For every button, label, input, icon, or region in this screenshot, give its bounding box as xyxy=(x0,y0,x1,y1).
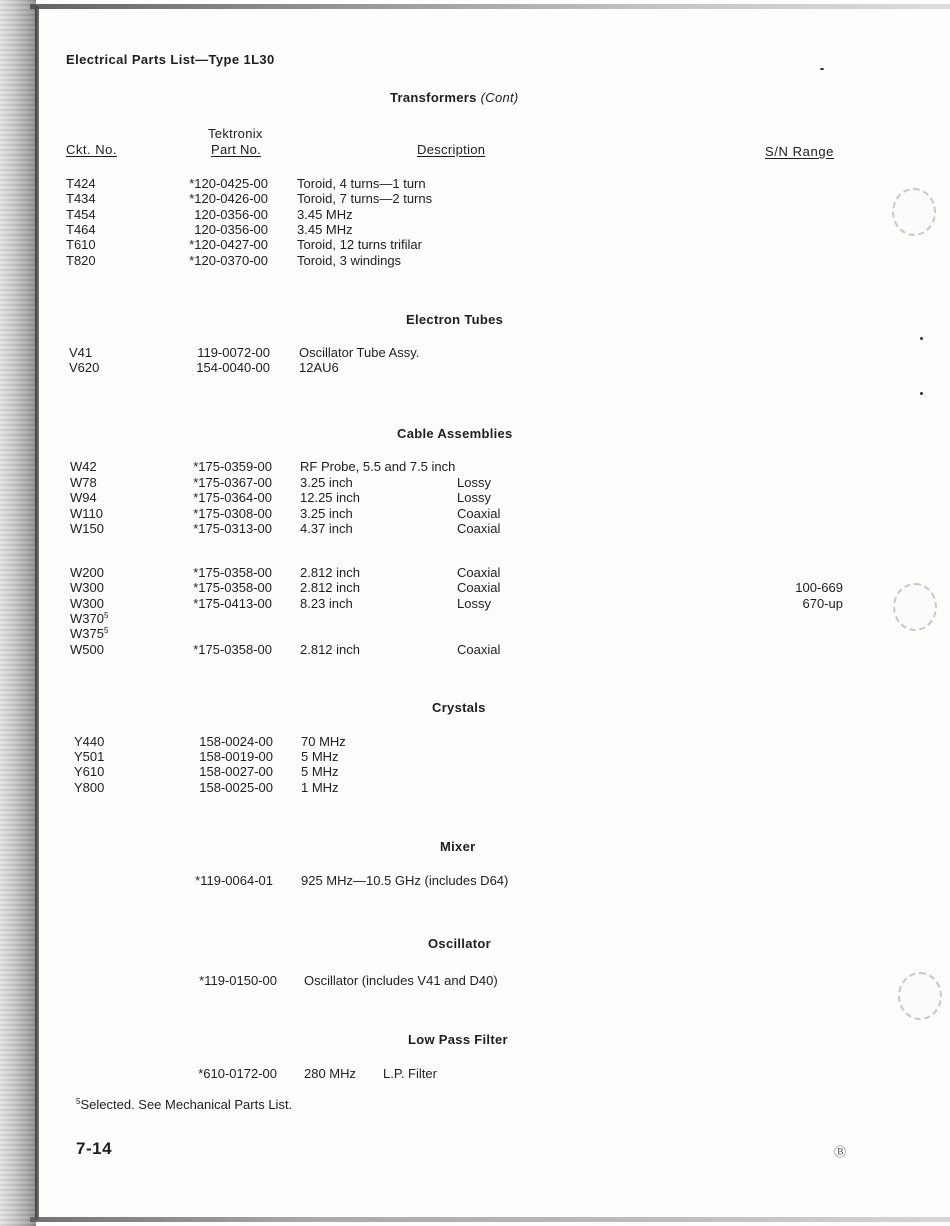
ckt-no: T454 xyxy=(66,207,96,222)
sn-range: 100-669 xyxy=(795,580,843,595)
table-row xyxy=(0,237,950,252)
ckt-no xyxy=(70,611,108,626)
table-row xyxy=(0,780,950,795)
table-row xyxy=(0,764,950,779)
ckt-no-text: W370 xyxy=(70,611,104,626)
table-row xyxy=(0,521,950,536)
table-row xyxy=(0,1066,950,1081)
part-no: *175-0359-00 xyxy=(193,459,272,474)
table-row xyxy=(0,360,950,375)
section-heading-transformers xyxy=(390,90,519,105)
table-row xyxy=(0,222,950,237)
table-row xyxy=(0,475,950,490)
ckt-no: Y800 xyxy=(74,780,105,795)
description: 3.25 inch xyxy=(300,506,353,521)
table-row xyxy=(0,611,950,626)
table-row xyxy=(0,642,950,657)
ckt-no: V620 xyxy=(69,360,100,375)
ckt-no: Y610 xyxy=(74,764,105,779)
table-row xyxy=(0,973,950,988)
footnote xyxy=(76,1097,292,1112)
description-detail: L.P. Filter xyxy=(383,1066,437,1081)
table-row xyxy=(0,490,950,505)
part-no: 154-0040-00 xyxy=(196,360,270,375)
description: Toroid, 7 turns—2 turns xyxy=(297,191,433,206)
ckt-no: W500 xyxy=(70,642,104,657)
part-no: *175-0313-00 xyxy=(193,521,272,536)
table-row xyxy=(0,580,950,595)
column-header-part-line2: Part No. xyxy=(211,142,262,157)
section-heading-cable-assemblies: Cable Assemblies xyxy=(397,426,513,441)
ckt-no: W110 xyxy=(70,506,103,521)
cable-type: Coaxial xyxy=(457,521,501,536)
ckt-no: T610 xyxy=(66,237,96,252)
part-no: 158-0025-00 xyxy=(199,780,273,795)
table-row xyxy=(0,207,950,222)
description: Toroid, 12 turns trifilar xyxy=(297,237,422,252)
part-no: *175-0413-00 xyxy=(193,596,272,611)
ckt-no: W94 xyxy=(70,490,97,505)
footnote-mark: 5 xyxy=(76,1097,81,1106)
scan-speck xyxy=(920,392,923,395)
description: Oscillator (includes V41 and D40) xyxy=(304,973,498,988)
part-no: 120-0356-00 xyxy=(194,222,268,237)
table-row xyxy=(0,873,950,888)
table-row xyxy=(0,565,950,580)
ckt-no: Y501 xyxy=(74,749,105,764)
part-no: *120-0370-00 xyxy=(189,253,268,268)
footnote-text: Selected. See Mechanical Parts List. xyxy=(80,1097,293,1112)
section-subtitle: (Cont) xyxy=(480,90,519,105)
part-no: *175-0308-00 xyxy=(193,506,272,521)
ckt-no: W42 xyxy=(70,459,97,474)
cable-type: Lossy xyxy=(457,475,491,490)
ckt-no: V41 xyxy=(69,345,93,360)
ckt-no: Y440 xyxy=(74,734,105,749)
ckt-no-text: W375 xyxy=(70,626,104,641)
cable-type: Coaxial xyxy=(457,506,501,521)
scan-top-edge xyxy=(30,4,950,9)
part-no: *119-0150-00 xyxy=(199,973,277,988)
description: 2.812 inch xyxy=(300,642,360,657)
ckt-no: W300 xyxy=(70,580,104,595)
footnote-ref: 5 xyxy=(103,626,109,635)
table-row xyxy=(0,176,950,191)
part-no: 158-0024-00 xyxy=(199,734,273,749)
part-no: *175-0358-00 xyxy=(193,642,272,657)
cable-type: Coaxial xyxy=(457,580,501,595)
part-no: *120-0427-00 xyxy=(189,237,268,252)
part-no: *610-0172-00 xyxy=(198,1066,277,1081)
table-row xyxy=(0,749,950,764)
page-title: Electrical Parts List—Type 1L30 xyxy=(66,52,275,67)
description: 5 MHz xyxy=(301,749,339,764)
page-number: 7-14 xyxy=(76,1139,113,1158)
column-header-part-line1: Tektronix xyxy=(208,126,263,141)
description: 3.45 MHz xyxy=(297,207,353,222)
part-no: 158-0019-00 xyxy=(199,749,273,764)
revision-mark: Ⓑ xyxy=(834,1145,847,1159)
description: 3.45 MHz xyxy=(297,222,353,237)
table-row xyxy=(0,734,950,749)
part-no: *175-0358-00 xyxy=(193,580,272,595)
column-header-sn-range: S/N Range xyxy=(765,144,834,159)
part-no: 158-0027-00 xyxy=(199,764,273,779)
footnote-ref: 5 xyxy=(103,611,109,620)
part-no: *119-0064-01 xyxy=(195,873,273,888)
table-row xyxy=(0,191,950,206)
description: 280 MHz xyxy=(304,1066,357,1081)
cable-type: Coaxial xyxy=(457,642,501,657)
description: 4.37 inch xyxy=(300,521,353,536)
description: 12AU6 xyxy=(299,360,339,375)
part-no: *175-0367-00 xyxy=(193,475,272,490)
cable-type: Lossy xyxy=(457,490,491,505)
sn-range: 670-up xyxy=(802,596,843,611)
ckt-no: W300 xyxy=(70,596,104,611)
part-no: *175-0358-00 xyxy=(193,565,272,580)
cable-type: Lossy xyxy=(457,596,491,611)
description: 2.812 inch xyxy=(300,565,360,580)
part-no: *120-0426-00 xyxy=(189,191,268,206)
description: Toroid, 3 windings xyxy=(297,253,402,268)
ckt-no xyxy=(70,626,108,641)
description: 5 MHz xyxy=(301,764,339,779)
table-row xyxy=(0,253,950,268)
description: 70 MHz xyxy=(301,734,346,749)
section-heading-electron-tubes: Electron Tubes xyxy=(406,312,504,327)
section-title: Transformers xyxy=(390,90,477,105)
column-header-ckt: Ckt. No. xyxy=(66,142,117,157)
part-no: 119-0072-00 xyxy=(197,345,270,360)
table-row xyxy=(0,626,950,641)
description: 2.812 inch xyxy=(300,580,360,595)
ckt-no: T434 xyxy=(66,191,96,206)
description: 8.23 inch xyxy=(300,596,353,611)
scan-speck xyxy=(820,68,824,70)
table-row xyxy=(0,459,950,474)
description: 3.25 inch xyxy=(300,475,353,490)
description: RF Probe, 5.5 and 7.5 inch xyxy=(300,459,456,474)
part-no: 120-0356-00 xyxy=(194,207,268,222)
ckt-no: T424 xyxy=(66,176,96,191)
section-heading-mixer: Mixer xyxy=(440,839,476,854)
section-heading-low-pass-filter: Low Pass Filter xyxy=(408,1032,508,1047)
scan-bottom-edge xyxy=(30,1217,950,1222)
ckt-no: W150 xyxy=(70,521,104,536)
description: Toroid, 4 turns—1 turn xyxy=(297,176,426,191)
section-heading-crystals: Crystals xyxy=(432,700,486,715)
description: 12.25 inch xyxy=(300,490,360,505)
table-row xyxy=(0,345,950,360)
part-no: *175-0364-00 xyxy=(193,490,272,505)
cable-type: Coaxial xyxy=(457,565,501,580)
column-header-description: Description xyxy=(417,142,486,157)
table-row xyxy=(0,506,950,521)
description: Oscillator Tube Assy. xyxy=(299,345,420,360)
ckt-no: T820 xyxy=(66,253,96,268)
description: 1 MHz xyxy=(301,780,339,795)
ckt-no: W78 xyxy=(70,475,97,490)
ckt-no: W200 xyxy=(70,565,104,580)
table-row xyxy=(0,596,950,611)
scan-speck xyxy=(920,337,923,340)
section-heading-oscillator: Oscillator xyxy=(428,936,491,951)
ckt-no: T464 xyxy=(66,222,96,237)
part-no: *120-0425-00 xyxy=(189,176,268,191)
description: 925 MHz—10.5 GHz (includes D64) xyxy=(301,873,509,888)
